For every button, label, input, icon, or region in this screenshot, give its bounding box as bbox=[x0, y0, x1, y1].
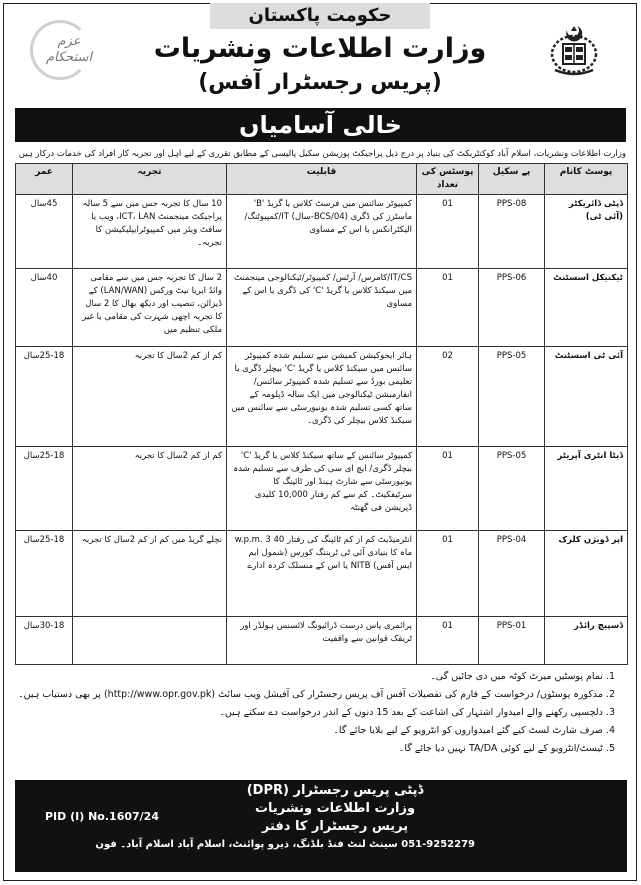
note-item: 2. مذکورہ پوسٹوں/ درخواست کے فارم کی تفصیلات آفس آف پریس رجسٹرار کی آفیشل ویب سائٹ (http://www.opr.gov.pk) پر بھی دستیاب ہیں۔ bbox=[18, 689, 615, 700]
post-count: 01 bbox=[417, 531, 479, 617]
experience bbox=[73, 617, 227, 665]
experience: نچلے گریڈ میں کم از کم 2سال کا تجربہ bbox=[73, 531, 227, 617]
header-age: عمر bbox=[16, 164, 73, 195]
post-count: 02 bbox=[417, 347, 479, 447]
note-item: 1. تمام پوسٹیں میرٹ کوٹہ میں دی جائیں گی۔ bbox=[430, 671, 615, 682]
pay-scale: PPS-04 bbox=[479, 531, 545, 617]
footer-office: پریس رجسٹرار کا دفتر bbox=[261, 819, 409, 834]
qualification: پرائمری پاس درست ڈرائیونگ لائسنس ہولڈر اور ٹریفک قوانین سے واقفیت bbox=[227, 617, 417, 665]
pid-number: PID (I) No.1607/24 bbox=[45, 810, 159, 823]
table-row bbox=[16, 347, 628, 447]
experience: کم از کم 2سال کا تجربہ bbox=[73, 347, 227, 447]
footer-ministry: وزارت اطلاعات ونشریات bbox=[254, 801, 416, 816]
header-count: پوسٹس کی تعداد bbox=[417, 164, 479, 195]
table-row bbox=[16, 447, 628, 531]
table-row bbox=[16, 195, 628, 269]
table-row bbox=[16, 269, 628, 347]
campaign-logo bbox=[22, 20, 102, 84]
footer-contact bbox=[15, 780, 627, 872]
qualification: کمپیوٹر سائنس میں فرسٹ کلاس یا گریڈ 'B' ماسٹرز کی ڈگری (BCS/04-سال) IT/کمپیوٹنگ/الیکٹرانکس یا اس کے مساوی bbox=[227, 195, 417, 269]
post-count: 01 bbox=[417, 617, 479, 665]
table-row bbox=[16, 531, 628, 617]
note-item: 3. دلچسپی رکھنے والے امیدوار اشتہار کی اشاعت کے بعد 15 دنوں کے اندر درخواست دے سکتے ہیں۔ bbox=[219, 707, 615, 718]
post-name: ڈیٹا انٹری آپریٹر bbox=[545, 447, 628, 531]
post-name: ٹیکنیکل اسسٹنٹ bbox=[545, 269, 628, 347]
footer-address: 051-9252279 سینٹ لنٹ فنڈ بلڈنگ، ذیرو پوائنٹ، اسلام آباد اسلام آباد۔ فون bbox=[95, 839, 475, 850]
post-name: اپر ڈویژن کلرک bbox=[545, 531, 628, 617]
post-name: ڈسپیچ رائڈر bbox=[545, 617, 628, 665]
age-limit: 25-18سال bbox=[16, 447, 73, 531]
state-emblem-icon bbox=[543, 22, 605, 78]
pay-scale: PPS-01 bbox=[479, 617, 545, 665]
campaign-logo-text: عزم استحکام bbox=[45, 34, 92, 65]
pay-scale: PPS-06 bbox=[479, 269, 545, 347]
age-limit: 25-18سال bbox=[16, 531, 73, 617]
footer-designation: ڈپٹی پریس رجسٹرار (DPR) bbox=[246, 783, 424, 798]
header-experience: تجربہ bbox=[73, 164, 227, 195]
vacancies-banner: خالی آسامیاں bbox=[15, 108, 626, 142]
age-limit: 40سال bbox=[16, 269, 73, 347]
ministry-title: وزارت اطلاعات ونشریات bbox=[153, 33, 487, 64]
age-limit: 30-18سال bbox=[16, 617, 73, 665]
notes-list bbox=[15, 668, 639, 758]
pay-scale: PPS-05 bbox=[479, 447, 545, 531]
experience: 10 سال کا تجربہ جس میں سے 5 سالہ پراجیکٹ مینجمنٹ ICT، LAN، ویب یا سافٹ ویئر میں کمپیوٹرایپلیکیشن کا تجربہ۔ bbox=[73, 195, 227, 269]
qualification: انٹرمیڈیٹ کم از کم ٹائپنگ کی رفتار 40 w.p.m. 3 ماہ کا بنیادی آئی ٹی ٹریننگ کورس (شمول ایم ایس آفس) NITB یا اس کے منسلک کردہ ادارے bbox=[227, 531, 417, 617]
post-name: ڈپٹی ڈائریکٹر (آئی ٹی) bbox=[545, 195, 628, 269]
qualification: کمپیوٹر سائنس کے ساتھ سیکنڈ کلاس یا گریڈ 'C' بیچلر ڈگری/ ایچ ای سی کی طرف سے تسلیم شدہ یونیورسٹی سے شارٹ ہینڈ اور ٹائپنگ کا سرٹیفکیٹ۔ کم سے کم رفتار 10,000 کلیدی ڈپریشن فی گھنٹہ bbox=[227, 447, 417, 531]
experience: کم از کم 2سال کا تجربہ bbox=[73, 447, 227, 531]
post-count: 01 bbox=[417, 269, 479, 347]
table-row bbox=[16, 617, 628, 665]
experience: 2 سال کا تجربہ جس میں سے مقامی وائڈ ایریا نیٹ ورکس (LAN/WAN) کے ڈیزائن، تنصیب اور دیکھ بھال کا 2 سال کا تجربہ اچھی شہرت کی مقامی یا غیر ملکی تنظیم میں bbox=[73, 269, 227, 347]
pay-scale: PPS-08 bbox=[479, 195, 545, 269]
note-item: 5. ٹیسٹ/انٹرویو کے لیے کوئی TA/DA نہیں دیا جائے گا۔ bbox=[398, 743, 615, 754]
table-header-row bbox=[16, 164, 628, 195]
header-post: پوسٹ کانام bbox=[545, 164, 628, 195]
post-count: 01 bbox=[417, 195, 479, 269]
qualification: ہائر ایجوکیشن کمیشن سے تسلیم شدہ کمپیوٹر سائنس میں سیکنڈ کلاس یا گریڈ 'C' بیچلر ڈگری یا تعلیمی بورڈ سے تسلیم شدہ کمپیوٹر سائنس/ انفارمیشن ٹیکنالوجی میں ایک سالہ ڈپلومہ کے ساتھ کسی تسلیم شدہ یونیورسٹی سے سائنس میں سیکنڈ کلاس بیچلر کی ڈگری۔ bbox=[227, 347, 417, 447]
note-item: 4. صرف شارٹ لسٹ کیے گئے امیدواروں کو انٹرویو کے لیے بلایا جائے گا۔ bbox=[333, 725, 615, 736]
header-qualification: قابلیت bbox=[227, 164, 417, 195]
office-title: (پریس رجسٹرار آفس) bbox=[198, 70, 442, 95]
post-name: آئی ٹی اسسٹنٹ bbox=[545, 347, 628, 447]
post-count: 01 bbox=[417, 447, 479, 531]
age-limit: 45سال bbox=[16, 195, 73, 269]
qualification: IT/CS/کامرس/ آرٹس/ کمپیوٹر/ٹیکنالوجی مینجمنٹ میں سیکنڈ کلاس یا گریڈ 'C' کی ڈگری یا اس کے مساوی bbox=[227, 269, 417, 347]
age-limit: 25-18سال bbox=[16, 347, 73, 447]
government-label: حکومت پاکستان bbox=[210, 3, 430, 29]
intro-text: وزارت اطلاعات ونشریات، اسلام آباد کوکنٹریکٹ کی بنیاد پر درج ذیل پراجیکٹ پوزیشن سکیل پالیسی کے مطابق تقرری کے لیے اہل اور تجربہ کار افراد کی خدمات درکار ہیں bbox=[18, 149, 626, 159]
header-scale: پے سکیل bbox=[479, 164, 545, 195]
pay-scale: PPS-05 bbox=[479, 347, 545, 447]
vacancies-table bbox=[15, 163, 628, 665]
